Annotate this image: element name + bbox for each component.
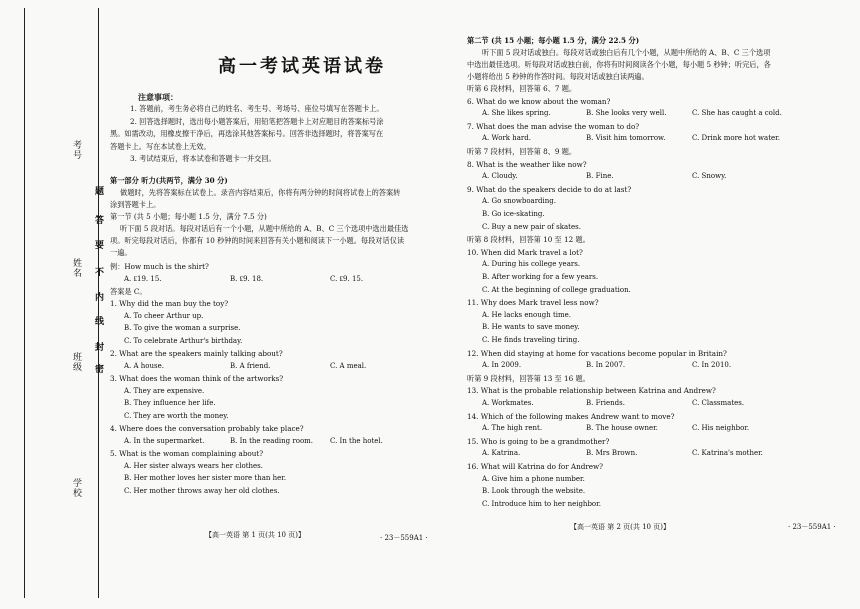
section1-heading: 第一节 (共 5 小题；每小题 1.5 分，满分 7.5 分) [110, 212, 267, 221]
answer-option: B. In the reading room. [230, 436, 314, 445]
answer-option: B. Mrs Brown. [586, 449, 638, 458]
material-heading: 听第 7 段材料，回答第 8、9 题。 [467, 147, 577, 156]
answer-option: C. She has caught a cold. [692, 109, 782, 118]
label-name: 姓名 [71, 258, 81, 278]
part1-heading: 第一部分 听力(共两节，满分 30 分) [110, 176, 228, 185]
question: 14. Which of the following makes Andrew want to move? [467, 411, 675, 421]
answer-option: B. Her mother loves her sister more than her. [124, 474, 287, 482]
label-school: 学校 [71, 478, 81, 498]
example-option: B. ₤9. 18. [230, 275, 264, 283]
answer-option: A. They are expensive. [124, 386, 205, 395]
question: 11. Why does Mark travel less now? [467, 298, 599, 308]
seal-char: 封 [93, 342, 103, 352]
material-heading: 听第 8 段材料，回答第 10 至 12 题。 [467, 235, 590, 245]
note-line: 3. 考试结束后，将本试卷和答题卡一并交回。 [130, 154, 276, 163]
seal-char: 线 [93, 316, 103, 326]
section1-desc: 听下面 5 段对话。每段对话后有一个小题，从题中所给的 A、B、C 三个选项中选出最佳选 [120, 224, 409, 233]
question: 13. What is the probable relationship between Katrina and Andrew? [467, 386, 716, 396]
answer-option: B. After working for a few years. [482, 273, 599, 281]
section2-desc: 听下面 5 段对话或独白。每段对话或独白后有几个小题，从题中所给的 A、B、C 三个选项 [482, 48, 771, 57]
answer-option: C. He finds traveling tiring. [482, 336, 580, 344]
answer-option: A. Katrina. [482, 449, 521, 458]
answer-option: C. In 2010. [692, 361, 732, 370]
answer-option: C. Snowy. [692, 172, 727, 181]
answer-option: C. They are worth the money. [124, 411, 229, 420]
answer-option: A. Go snowboarding. [482, 197, 556, 206]
answer-option: A. She likes spring. [482, 109, 551, 118]
label-class: 班级 [71, 352, 81, 372]
answer-option: C. A meal. [330, 361, 367, 370]
answer-option: A. Her sister always wears her clothes. [124, 461, 263, 470]
question: 10. When did Mark travel a lot? [467, 247, 583, 257]
answer-option: B. Fine. [586, 172, 614, 181]
question: 1. Why did the man buy the toy? [110, 299, 229, 308]
answer-option: A. In the supermarket. [124, 436, 205, 445]
part1-desc: 做题时，先将答案标在试卷上。录音内容结束后，你将有两分钟的时间将试卷上的答案转 [120, 188, 401, 197]
example-answer: 答案是 C。 [110, 287, 147, 296]
question: 12. When did staying at home for vacations become popular in Britain? [467, 348, 727, 358]
answer-option: A. During his college years. [482, 260, 581, 269]
question: 9. What do the speakers decide to do at last? [467, 184, 632, 194]
note-line: 黑。如需改动，用橡皮擦干净后，再选涂其他答案标号。回答非选择题时，将答案写在 [110, 129, 384, 138]
answer-option: A. The high rent. [482, 424, 543, 433]
answer-option: B. To give the woman a surprise. [124, 324, 241, 332]
answer-option: C. In the hotel. [330, 436, 383, 445]
answer-option: A. Cloudy. [482, 172, 518, 181]
answer-option: A. Workmates. [482, 399, 534, 407]
page2-code: · 23－559A1 · [788, 523, 836, 531]
answer-option: C. Her mother throws away her old clothes. [124, 486, 280, 495]
seal-char: 不 [93, 267, 103, 277]
section2-desc: 中选出最佳选项。听每段对话或独白前，你将有时间阅读各个小题，每小题 5 秒钟；听完后，各 [467, 60, 771, 69]
answer-option: A. In 2009. [482, 361, 522, 370]
question: 4. Where does the conversation probably take place? [110, 424, 304, 433]
seal-char: 要 [93, 240, 103, 250]
note-line: 2. 回答选择题时，选出每小题答案后，用铅笔把答题卡上对应题目的答案标号涂 [130, 116, 384, 126]
answer-option: A. Give him a phone number. [482, 474, 585, 483]
question: 3. What does the woman think of the artworks? [110, 374, 284, 383]
answer-option: C. Buy a new pair of skates. [482, 222, 581, 231]
note-line: 答题卡上。写在本试卷上无效。 [110, 141, 211, 151]
note-line: 1. 答题前，考生务必将自己的姓名、考生号、考场号、座位号填写在答题卡上。 [130, 104, 384, 113]
answer-option: C. Introduce him to her neighbor. [482, 499, 601, 508]
answer-option: C. Katrina's mother. [692, 449, 763, 458]
part1-desc: 涂到答题卡上。 [110, 200, 161, 209]
answer-option: C. Drink more hot water. [692, 134, 780, 143]
example-question: 例：How much is the shirt? [110, 262, 209, 271]
seal-char: 题 [93, 186, 103, 196]
answer-option: A. A house. [124, 361, 164, 370]
answer-option: B. They influence her life. [124, 399, 216, 407]
answer-option: C. His neighbor. [692, 424, 750, 433]
seal-char: 密 [93, 364, 103, 374]
answer-option: A. He lacks enough time. [482, 310, 572, 319]
label-exam-number: 考号 [71, 140, 81, 160]
page1-code: · 23－559A1 · [380, 534, 428, 542]
answer-option: C. At the beginning of college graduation. [482, 285, 631, 294]
answer-option: A. Work hard. [482, 134, 531, 143]
section1-desc: 项。听完每段对话后，你都有 10 秒钟的时间来回答有关小题和阅读下一小题。每段对话仅读 [110, 236, 405, 245]
question: 6. What do we know about the woman? [467, 96, 611, 106]
answer-option: B. A friend. [230, 361, 271, 370]
section2-desc: 小题将给出 5 秒钟的作答时间。每段对话或独白读两遍。 [467, 72, 649, 81]
answer-option: B. The house owner. [586, 424, 658, 433]
example-option: C. ₤9. 15. [330, 275, 364, 283]
seal-char: 内 [93, 292, 103, 302]
answer-option: B. He wants to save money. [482, 323, 580, 332]
page2-footer: 【高一英语 第 2 页(共 10 页)】 [570, 523, 670, 531]
question: 5. What is the woman complaining about? [110, 449, 264, 458]
page1-footer: 【高一英语 第 1 页(共 10 页)】 [205, 531, 305, 539]
section1-desc: 一遍。 [110, 248, 132, 257]
question: 8. What is the weather like now? [467, 159, 587, 169]
question: 15. Who is going to be a grandmother? [467, 436, 610, 446]
notes-title: 注意事项： [138, 92, 178, 102]
seal-char: 答 [93, 215, 103, 225]
section2-heading: 第二节 (共 15 小题；每小题 1.5 分，满分 22.5 分) [467, 36, 640, 45]
answer-option: B. Friends. [586, 399, 625, 407]
answer-option: B. In 2007. [586, 361, 626, 370]
question: 16. What will Katrina do for Andrew? [467, 462, 604, 471]
example-option: A. ₤19. 15. [124, 275, 162, 283]
material-heading: 听第 9 段材料，回答第 13 至 16 题。 [467, 373, 590, 383]
answer-option: A. To cheer Arthur up. [124, 311, 204, 320]
answer-option: B. Go ice-skating. [482, 210, 545, 218]
answer-option: B. She looks very well. [586, 109, 667, 118]
exam-title: 高一考试英语试卷 [218, 56, 386, 77]
question: 2. What are the speakers mainly talking about? [110, 349, 283, 358]
answer-option: B. Visit him tomorrow. [586, 134, 666, 143]
answer-option: C. To celebrate Arthur's birthday. [124, 336, 243, 345]
question: 7. What does the man advise the woman to do? [467, 121, 640, 131]
page-2 [440, 0, 860, 609]
answer-option: C. Classmates. [692, 399, 745, 407]
material-heading: 听第 6 段材料，回答第 6、7 题。 [467, 84, 577, 93]
answer-option: B. Look through the website. [482, 487, 586, 496]
